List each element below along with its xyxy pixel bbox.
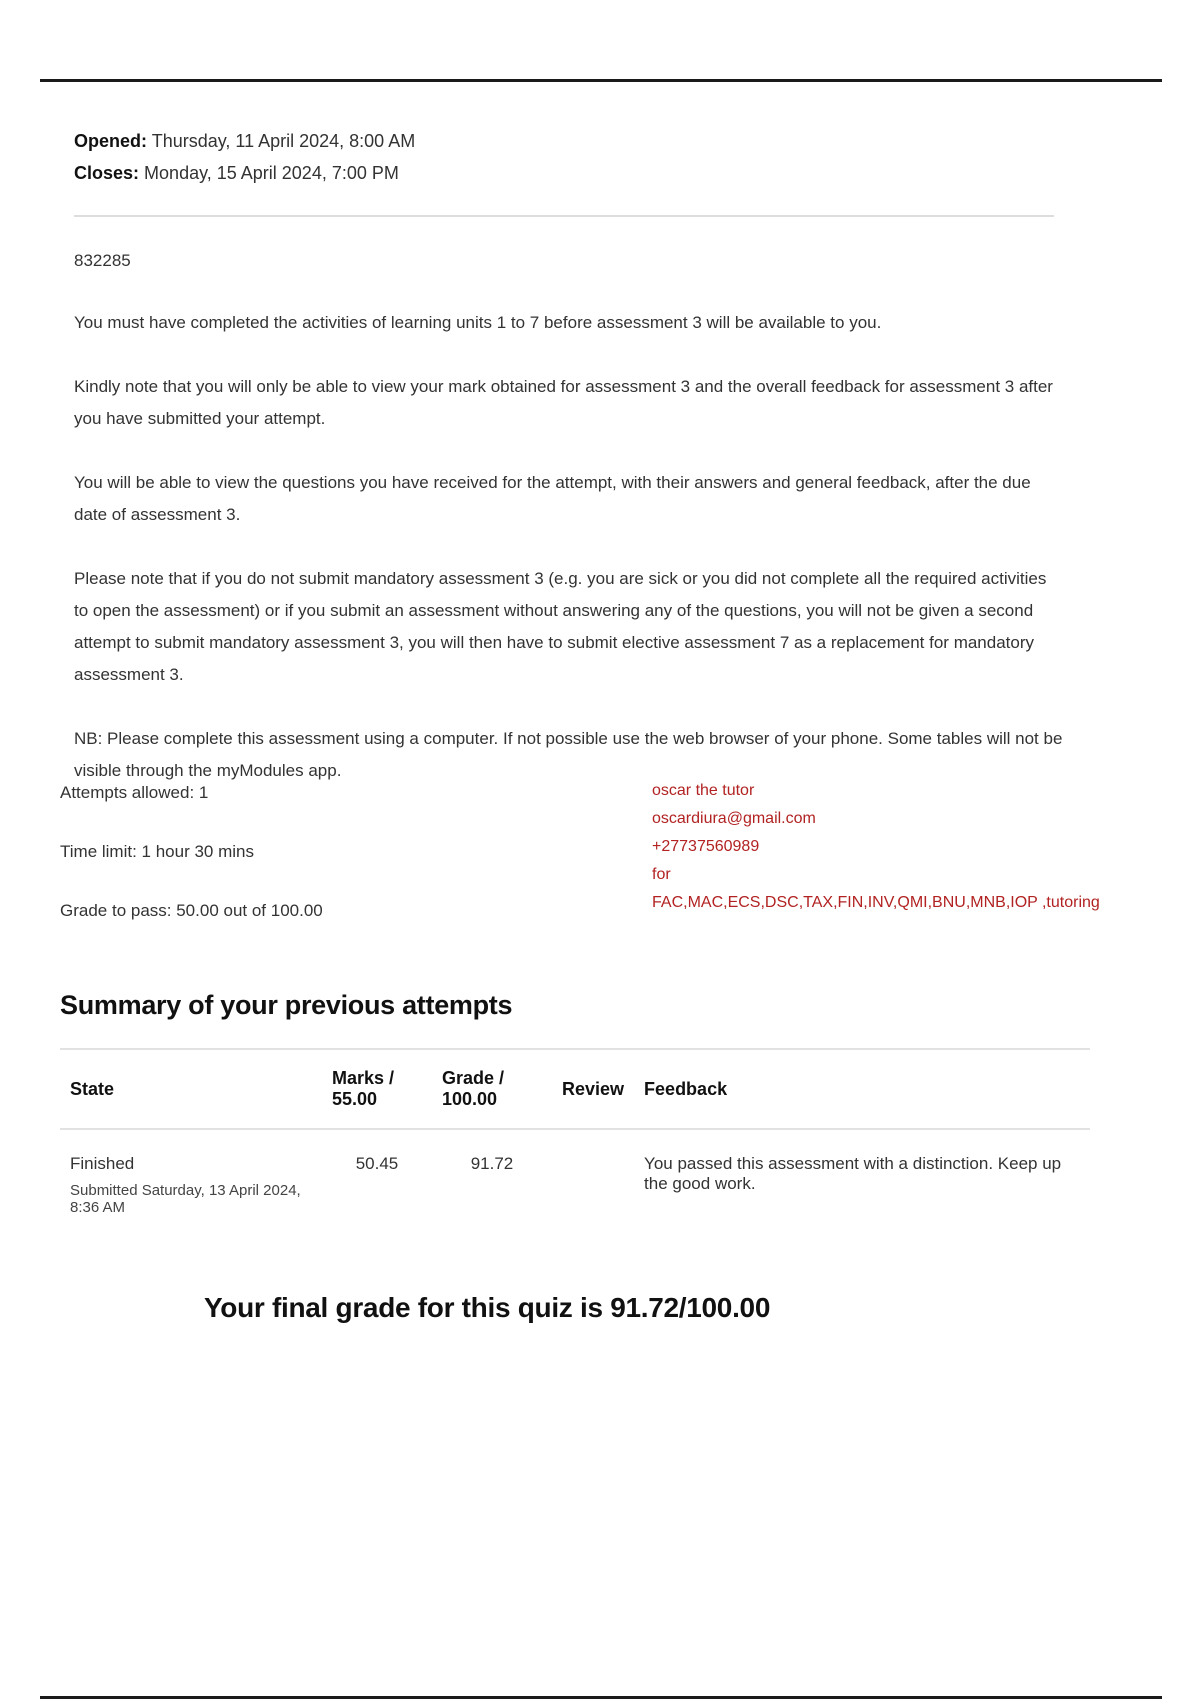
section-divider <box>74 215 1054 217</box>
attempt-feedback: You passed this assessment with a distinction. Keep up the good work. <box>644 1154 1062 1193</box>
tutor-email: oscardiura@gmail.com <box>652 810 816 827</box>
tutor-for: for <box>652 866 671 883</box>
attempt-review <box>552 1129 634 1236</box>
summary-title: Summary of your previous attempts <box>60 990 513 1020</box>
tutor-watermark-note <box>652 777 1100 917</box>
quiz-dates <box>74 125 415 189</box>
closes-label: Closes: <box>74 163 140 183</box>
column-header-marks: Marks / 55.00 <box>332 1068 395 1109</box>
attempts-table <box>60 1048 1090 1236</box>
attempts-allowed: Attempts allowed: 1 <box>60 783 209 802</box>
tutor-name: oscar the tutor <box>652 782 755 799</box>
table-header-row <box>60 1049 1090 1129</box>
description-paragraph: You will be able to view the questions you have received for the attempt, with their answers and general feedback, after the due date of assessment 3. <box>74 473 1031 524</box>
tutor-phone: +27737560989 <box>652 838 760 855</box>
attempt-grade: 91.72 <box>470 1154 514 1173</box>
column-header-grade: Grade / 100.00 <box>442 1068 505 1109</box>
attempt-state-cell <box>60 1129 322 1236</box>
grade-to-pass: Grade to pass: 50.00 out of 100.00 <box>60 901 323 920</box>
attempt-submitted-date: Submitted Saturday, 13 April 2024, 8:36 AM <box>70 1182 301 1216</box>
attempt-state: Finished <box>70 1154 135 1173</box>
opened-value: Thursday, 11 April 2024, 8:00 AM <box>151 131 416 151</box>
closes-value: Monday, 15 April 2024, 7:00 PM <box>144 163 399 183</box>
attempt-marks: 50.45 <box>355 1154 399 1173</box>
column-header-feedback: Feedback <box>644 1078 728 1099</box>
quiz-description <box>74 245 1064 819</box>
description-paragraph: NB: Please complete this assessment using a computer. If not possible use the web browser of your phone. Some tables will not be visible through the myModules app. <box>74 729 1063 780</box>
opened-line <box>74 125 415 157</box>
description-paragraph: Please note that if you do not submit mandatory assessment 3 (e.g. you are sick or you did not complete all the required activities to open the assessment) or if you submit an assessment without answering any of the questions, you will not be given a second attempt to submit mandatory assessment 3, you will then have to submit elective assessment 7 as a replacement for mandatory assessment 3. <box>74 569 1047 684</box>
table-row <box>60 1129 1090 1236</box>
closes-line <box>74 157 415 189</box>
opened-label: Opened: <box>74 131 148 151</box>
column-header-review: Review <box>562 1078 625 1099</box>
assessment-code: 832285 <box>74 251 131 270</box>
quiz-info <box>60 776 323 953</box>
column-header-state: State <box>70 1078 115 1099</box>
bottom-rule <box>40 1696 1162 1699</box>
description-paragraph: You must have completed the activities of learning units 1 to 7 before assessment 3 will be available to you. <box>74 313 882 332</box>
tutor-subjects: FAC,MAC,ECS,DSC,TAX,FIN,INV,QMI,BNU,MNB,IOP ,tutoring <box>652 894 1100 911</box>
top-rule <box>40 79 1162 82</box>
description-paragraph: Kindly note that you will only be able to view your mark obtained for assessment 3 and the overall feedback for assessment 3 after you have submitted your attempt. <box>74 377 1053 428</box>
time-limit: Time limit: 1 hour 30 mins <box>60 842 254 861</box>
final-grade: Your final grade for this quiz is 91.72/100.00 <box>204 1292 771 1323</box>
